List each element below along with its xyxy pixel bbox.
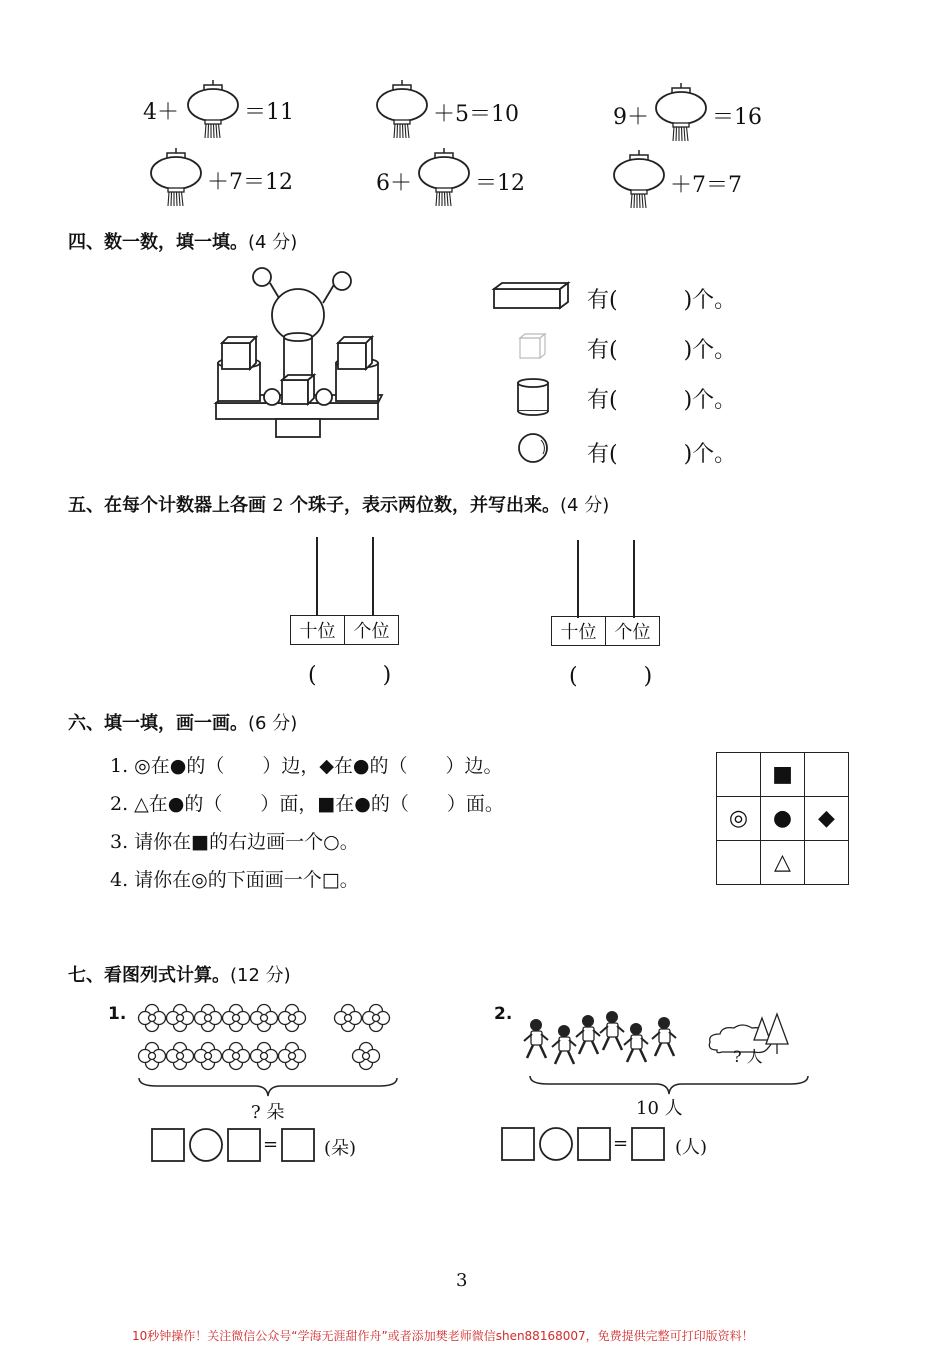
grid-cell-dot[interactable]: ● xyxy=(761,797,805,841)
lantern-icon[interactable] xyxy=(614,150,666,210)
sphere-icon xyxy=(517,432,551,466)
grid-cell[interactable] xyxy=(805,753,849,797)
position-grid[interactable] xyxy=(716,752,849,885)
lantern-icon[interactable] xyxy=(656,83,708,143)
solid-figure-illustration xyxy=(210,265,385,440)
count-row-cube: 有( )个。 xyxy=(587,338,737,363)
question-1-number: 1. xyxy=(108,1004,127,1024)
cylinder-icon xyxy=(516,377,550,417)
grid-cell-triangle[interactable]: △ xyxy=(761,841,805,885)
ones-label: 个位 xyxy=(345,616,399,645)
equation-5-left: 6＋ xyxy=(376,171,412,196)
page-number: 3 xyxy=(456,1270,468,1291)
section-6-heading: 六、填一填，画一画。 xyxy=(68,713,248,734)
section-5-heading: 五、在每个计数器上各画 xyxy=(68,495,266,516)
question-2-total-label: 10 人 xyxy=(636,1098,683,1119)
equation-1-right: ＝11 xyxy=(244,100,294,125)
count-row-cuboid: 有( )个。 xyxy=(587,288,737,313)
equation-3-left: 9＋ xyxy=(613,105,649,130)
brace-icon xyxy=(528,1074,810,1096)
abacus-left-answer[interactable]: ( ) xyxy=(308,663,392,688)
tens-label: 十位 xyxy=(291,616,345,645)
section-7-heading: 七、看图列式计算。 xyxy=(68,965,230,986)
question-2-unit: (人) xyxy=(675,1137,708,1158)
lantern-icon[interactable] xyxy=(377,80,429,140)
section-4-heading: 四、数一数，填一填。 xyxy=(68,232,248,253)
section-6-score: (6 分) xyxy=(248,713,298,734)
abacus-right-base xyxy=(551,616,660,646)
section-7-score: (12 分) xyxy=(230,965,291,986)
equation-2-right: ＋5＝10 xyxy=(433,102,519,127)
cube-icon xyxy=(518,332,548,362)
lantern-icon[interactable] xyxy=(151,148,203,208)
count-row-cylinder: 有( )个。 xyxy=(587,388,737,413)
question-1-total-label: ? 朵 xyxy=(251,1102,285,1123)
section-6-question-2: 2. △在●的（ ）面，■在●的（ ）面。 xyxy=(110,793,504,815)
brace-icon xyxy=(137,1076,399,1098)
grid-cell-double-circle[interactable]: ◎ xyxy=(717,797,761,841)
lantern-icon[interactable] xyxy=(419,148,471,208)
section-7-title xyxy=(68,961,291,987)
section-6-question-1: 1. ◎在●的（ ）边，◆在●的（ ）边。 xyxy=(110,755,503,777)
equation-1-left: 4＋ xyxy=(143,100,179,125)
abacus-right-rods[interactable] xyxy=(551,538,663,618)
section-5-score: (4 分) xyxy=(560,495,610,516)
equation-5-right: ＝12 xyxy=(475,171,525,196)
lantern-icon[interactable] xyxy=(188,80,240,140)
question-2-number: 2. xyxy=(494,1004,513,1024)
equation-6-right: ＋7＝7 xyxy=(670,173,742,198)
grid-cell[interactable] xyxy=(717,841,761,885)
abacus-left-rods[interactable] xyxy=(290,535,402,617)
abacus-left-base xyxy=(290,615,399,645)
section-5-number: 2 xyxy=(272,495,284,516)
equals-sign: = xyxy=(613,1133,629,1154)
grid-cell-diamond[interactable]: ◆ xyxy=(805,797,849,841)
hidden-people-label: ? 人 xyxy=(733,1047,763,1066)
equation-4-right: ＋7＝12 xyxy=(207,170,293,195)
answer-boxes-q1[interactable] xyxy=(150,1127,320,1163)
tens-label: 十位 xyxy=(552,617,606,646)
section-5-heading-rest: 个珠子，表示两位数，并写出来。 xyxy=(290,495,561,516)
question-1-unit: (朵) xyxy=(324,1138,357,1159)
grid-cell-square[interactable]: ■ xyxy=(761,753,805,797)
grid-cell[interactable] xyxy=(717,753,761,797)
section-6-question-4: 4. 请你在◎的下面画一个□。 xyxy=(110,869,359,891)
flower-group-illustration xyxy=(137,1003,407,1073)
equation-3-right: ＝16 xyxy=(712,105,762,130)
count-row-sphere: 有( )个。 xyxy=(587,442,737,467)
cuboid-icon xyxy=(492,281,572,311)
promo-footer: 10秒钟操作！关注微信公众号“学海无涯甜作舟”或者添加樊老师微信shen88168007，免费提供完整可打印版资料！ xyxy=(132,1329,754,1343)
runners-illustration xyxy=(522,1010,812,1070)
abacus-right-answer[interactable]: ( ) xyxy=(569,664,653,689)
section-4-score: (4 分) xyxy=(248,232,298,253)
answer-boxes-q2[interactable] xyxy=(500,1126,670,1162)
grid-cell[interactable] xyxy=(805,841,849,885)
ones-label: 个位 xyxy=(606,617,660,646)
section-5-title xyxy=(68,491,609,517)
section-6-question-3: 3. 请你在■的右边画一个○。 xyxy=(110,831,359,853)
section-6-title xyxy=(68,709,297,735)
equals-sign: = xyxy=(263,1134,279,1155)
section-4-title xyxy=(68,228,297,254)
